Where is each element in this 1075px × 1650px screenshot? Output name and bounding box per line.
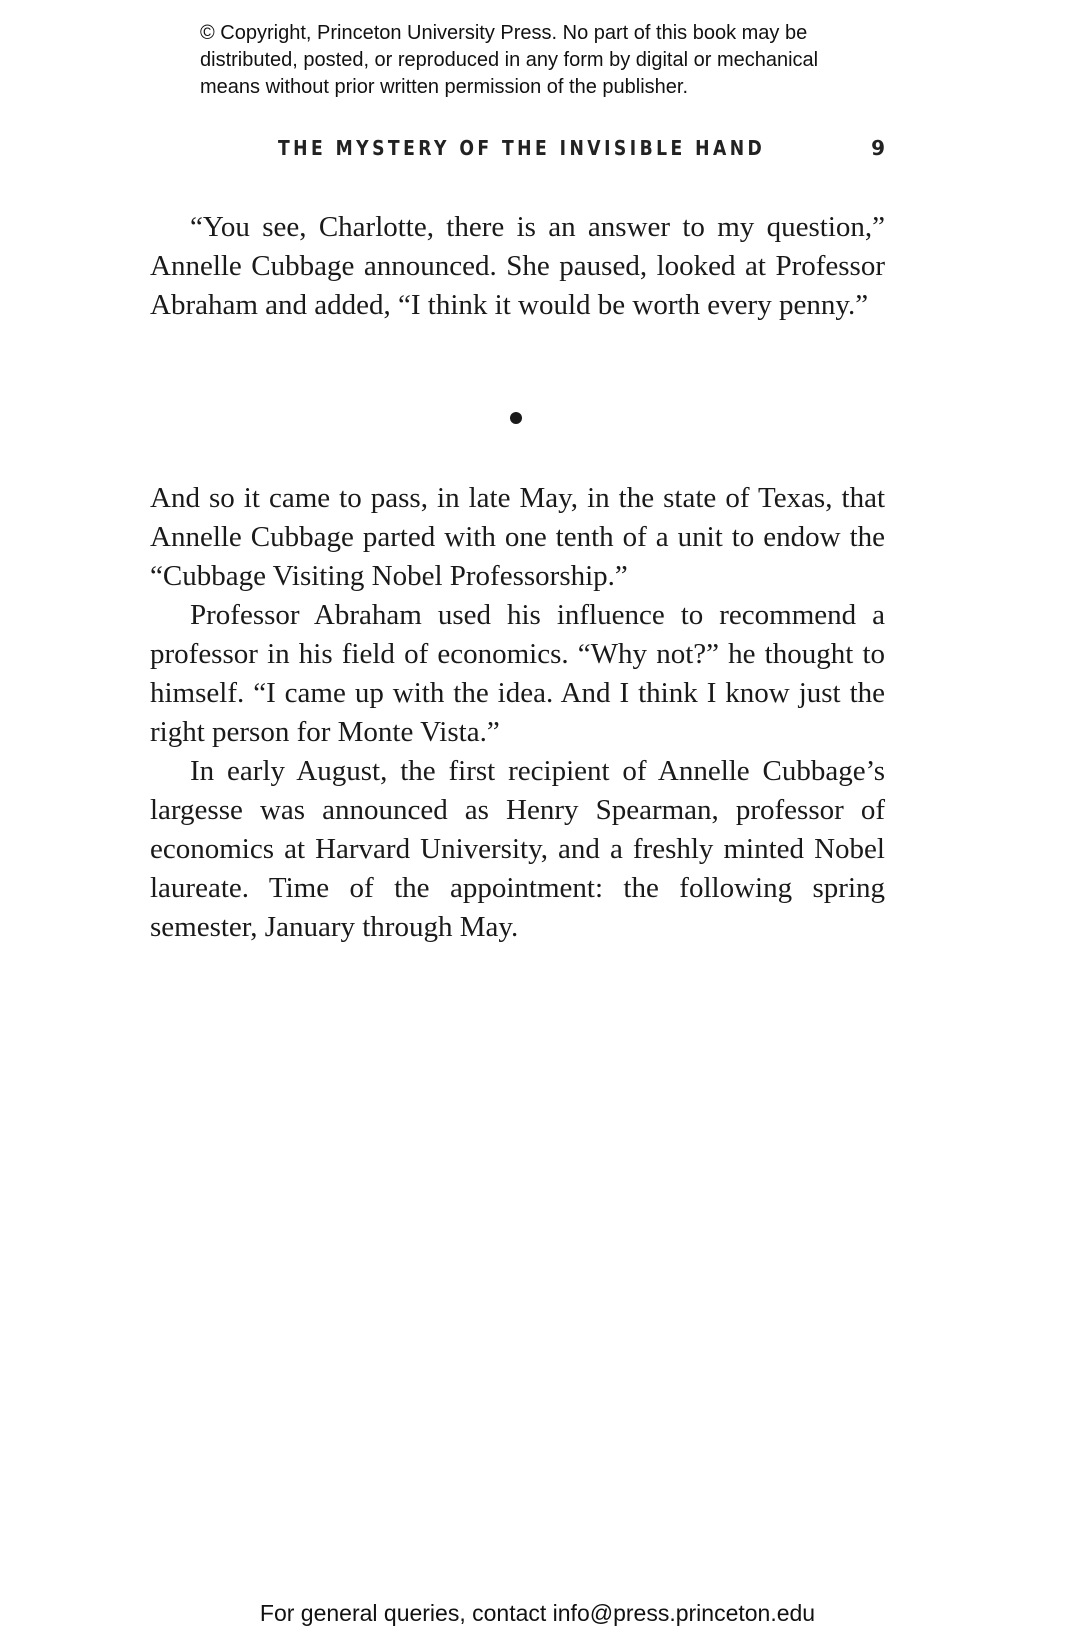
paragraph: And so it came to pass, in late May, in the state of Texas, that Annelle Cubbage parted with one tenth of a unit to endow the “Cubbage Visiting Nobel Professorship.”	[150, 482, 885, 592]
paragraph: Professor Abraham used his influence to recommend a professor in his field of economics. “Why not?” he thought to himself. “I came up with the idea. And I think I know just the right person for Monte Vista.”	[150, 599, 885, 748]
chapter-title: THE MYSTERY OF THE INVISIBLE HAND	[278, 136, 766, 160]
copyright-notice	[200, 20, 900, 101]
copyright-line: distributed, posted, or reproduced in any form by digital or mechanical	[200, 49, 819, 71]
text-block-before-break	[150, 208, 885, 325]
text-block-after-break	[150, 479, 885, 947]
section-break-bullet	[510, 412, 522, 424]
copyright-line: means without prior written permission of the publisher.	[200, 76, 689, 98]
page-number: 9	[871, 136, 885, 160]
paragraph: In early August, the first recipient of Annelle Cubbage’s largesse was announced as Henry Spearman, professor of economics at Harvard University, and a freshly minted Nobel laureate. Time of the appointment: the following spring semester, January through May.	[150, 755, 885, 943]
paragraph: “You see, Charlotte, there is an answer to my question,” Annelle Cubbage announced. She paused, looked at Professor Abraham and added, “I think it would be worth every penny.”	[150, 211, 885, 321]
running-head	[150, 132, 885, 166]
copyright-line: © Copyright, Princeton University Press. No part of this book may be	[200, 22, 808, 44]
footer-contact: For general queries, contact info@press.princeton.edu	[259, 1600, 816, 1626]
